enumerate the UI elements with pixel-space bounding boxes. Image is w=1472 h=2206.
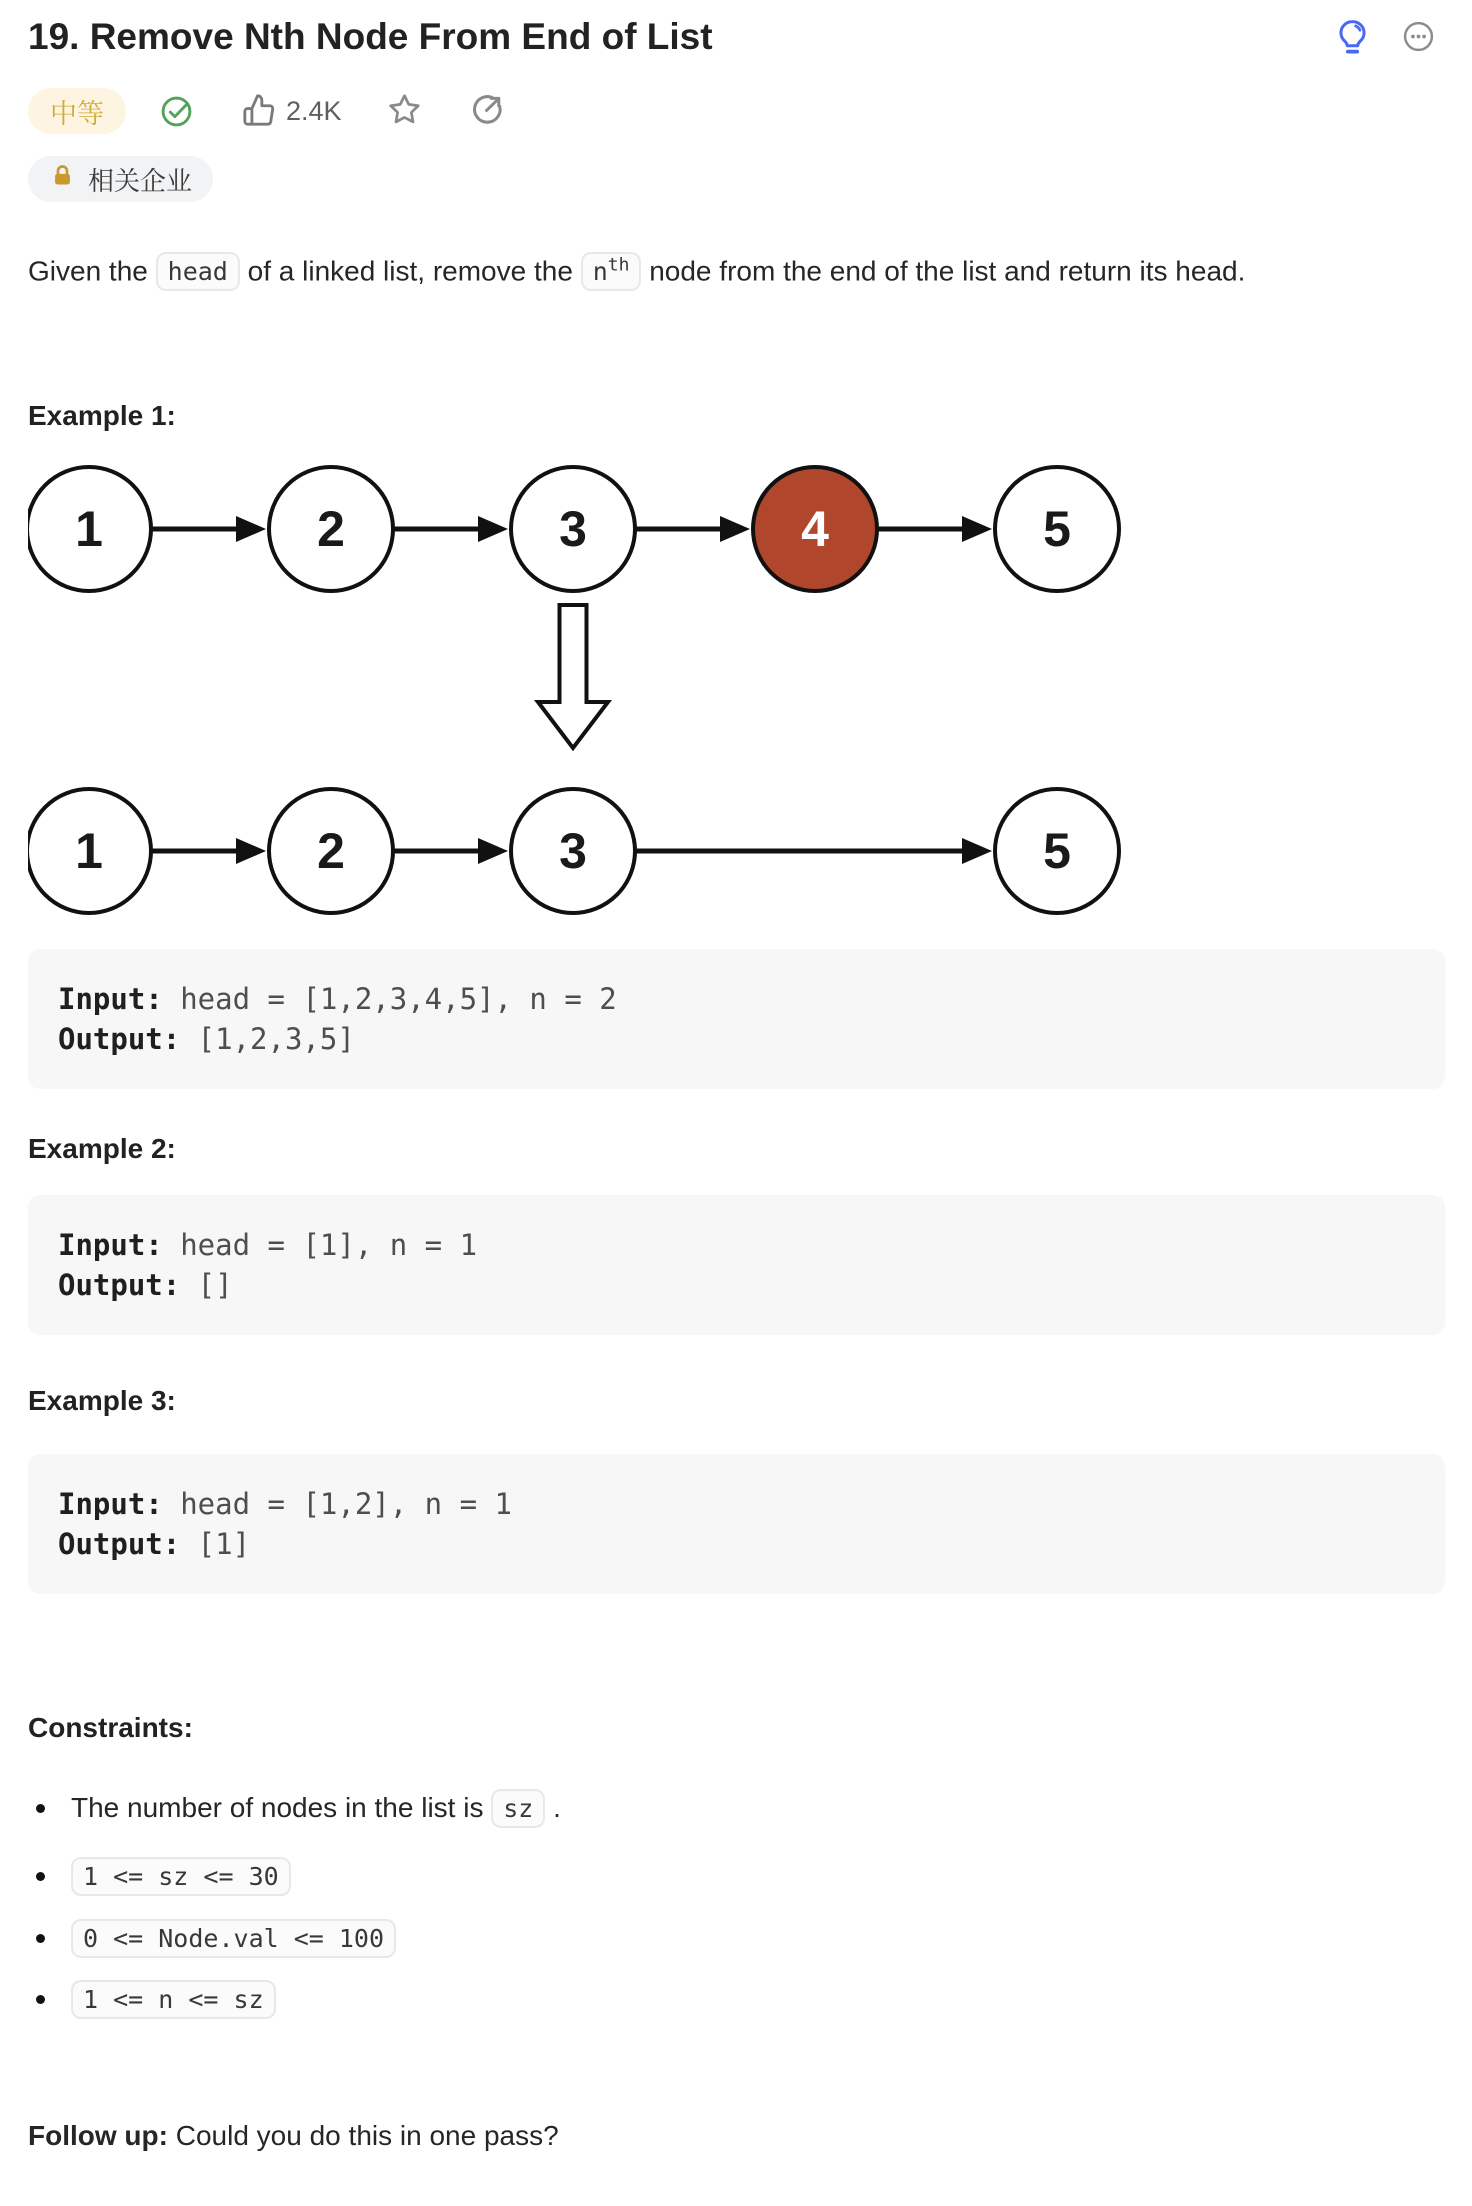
- solved-status-icon: [160, 95, 193, 128]
- svg-text:1: 1: [75, 501, 103, 558]
- example-1-input-line: Input: head = [1,2,3,4,5], n = 2: [58, 982, 617, 1017]
- difficulty-badge[interactable]: 中等: [28, 88, 126, 134]
- more-options-button[interactable]: [1402, 20, 1435, 56]
- example-1-heading: Example 1:: [28, 400, 176, 432]
- desc-text: of a linked list, remove the: [239, 255, 581, 287]
- bullet-dot: [36, 1872, 45, 1881]
- header-actions: [1336, 14, 1435, 58]
- constraint-code: 1 <= n <= sz: [71, 1980, 276, 2019]
- favorite-button[interactable]: [388, 93, 421, 129]
- example-3-input-line: Input: head = [1,2], n = 1: [58, 1487, 512, 1522]
- example-1-output-line: Output: [1,2,3,5]: [58, 1022, 355, 1057]
- nth-code: $n^{th}$: [581, 252, 642, 291]
- constraint-code: 1 <= sz <= 30: [71, 1857, 291, 1896]
- svg-text:1: 1: [75, 823, 103, 880]
- problem-description: [28, 246, 1445, 292]
- bullet-dot: [36, 1995, 45, 2004]
- svg-text:3: 3: [559, 501, 587, 558]
- constraint-item: [28, 1918, 1445, 1959]
- constraint-item: The number of nodes in the list is sz .: [28, 1788, 1445, 1829]
- problem-header: [28, 14, 1445, 60]
- constraint-item: [28, 1856, 1445, 1897]
- svg-text:2: 2: [317, 823, 345, 880]
- like-button[interactable]: [242, 93, 342, 130]
- ellipsis-icon: [1402, 20, 1435, 56]
- problem-title: 19. Remove Nth Node From End of List: [28, 16, 713, 57]
- bullet-dot: [36, 1804, 45, 1813]
- thumbs-up-icon: [242, 93, 276, 130]
- lightbulb-icon: [1336, 18, 1369, 58]
- example-2-heading: Example 2:: [28, 1133, 176, 1165]
- follow-up-label: Follow up:: [28, 2120, 168, 2152]
- linked-list-diagram: [28, 460, 1445, 920]
- svg-text:3: 3: [559, 823, 587, 880]
- share-button[interactable]: [471, 93, 504, 129]
- desc-text: Given the: [28, 255, 156, 287]
- related-companies-tag[interactable]: [28, 156, 213, 202]
- hint-button[interactable]: [1336, 18, 1369, 58]
- meta-row: [28, 88, 1445, 134]
- share-icon: [471, 93, 504, 129]
- desc-text: node from the end of the list and return its head.: [641, 255, 1246, 287]
- example-3-output-line: Output: [1]: [58, 1527, 251, 1562]
- example-3-heading: Example 3:: [28, 1385, 176, 1417]
- follow-up-text: Could you do this in one pass?: [167, 2120, 559, 2152]
- svg-text:5: 5: [1043, 823, 1071, 880]
- lock-icon: [49, 162, 76, 196]
- tags-row: [28, 156, 1445, 202]
- example-2-output-line: Output: []: [58, 1268, 233, 1303]
- like-count: 2.4K: [286, 95, 342, 126]
- example-2-io: [28, 1195, 1445, 1335]
- svg-text:2: 2: [317, 501, 345, 558]
- sz-code: sz: [491, 1789, 545, 1828]
- example-2-input-line: Input: head = [1], n = 1: [58, 1228, 478, 1263]
- follow-up: [28, 2116, 1445, 2156]
- constraint-code: 0 <= Node.val <= 100: [71, 1919, 396, 1958]
- svg-text:5: 5: [1043, 501, 1071, 558]
- head-code: head: [156, 252, 240, 291]
- related-companies-label: 相关企业: [88, 165, 193, 196]
- svg-text:4: 4: [801, 501, 829, 558]
- constraints-heading: Constraints:: [28, 1712, 193, 1744]
- example-1-io: [28, 949, 1445, 1089]
- constraint-item: [28, 1979, 1445, 2020]
- bullet-dot: [36, 1934, 45, 1943]
- star-icon: [388, 93, 421, 129]
- example-3-io: [28, 1454, 1445, 1594]
